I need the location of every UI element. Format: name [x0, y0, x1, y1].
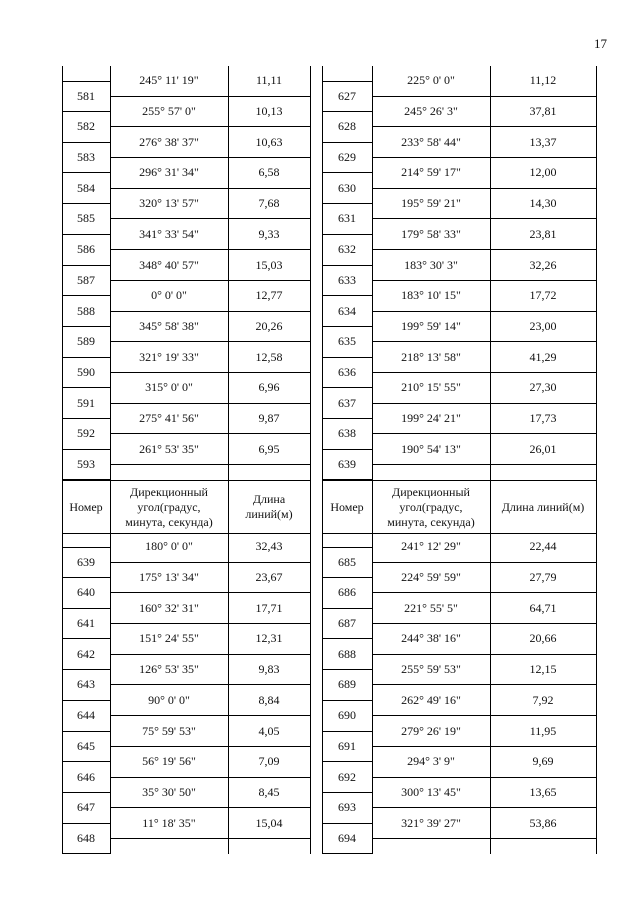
direction-angle: 75° 59' 53" — [142, 723, 196, 738]
point-number: 591 — [77, 395, 95, 410]
point-row — [322, 358, 372, 389]
point-number: 691 — [338, 738, 356, 753]
line-length: 53,86 — [529, 815, 557, 830]
point-number: 686 — [338, 585, 356, 600]
direction-angle: 56° 19' 56" — [142, 754, 196, 769]
column-divider — [310, 532, 311, 854]
line-length: 7,68 — [258, 196, 280, 211]
point-row — [62, 173, 110, 204]
point-number: 648 — [77, 830, 95, 845]
line-length: 6,96 — [258, 380, 280, 395]
point-number: 690 — [338, 708, 356, 723]
line-length: 26,01 — [529, 441, 557, 456]
line-length: 17,71 — [255, 600, 283, 615]
point-row — [62, 701, 110, 732]
line-length: 8,45 — [258, 784, 280, 799]
point-number: 647 — [77, 800, 95, 815]
point-row — [62, 670, 110, 701]
point-number: 641 — [77, 616, 95, 631]
point-row — [322, 235, 372, 266]
point-row — [62, 450, 110, 481]
segment-row — [110, 624, 310, 655]
line-length: 32,26 — [529, 257, 557, 272]
segment-row — [372, 716, 596, 747]
direction-angle: 341° 33' 54" — [139, 226, 199, 241]
segment-row — [110, 189, 310, 220]
point-row — [62, 81, 110, 112]
table-block — [62, 66, 311, 480]
point-number: 585 — [77, 211, 95, 226]
direction-angle: 11° 18' 35" — [142, 815, 196, 830]
segment-row — [110, 778, 310, 809]
line-length: 27,30 — [529, 380, 557, 395]
direction-angle: 224° 59' 59" — [401, 570, 461, 585]
line-length: 7,92 — [532, 692, 554, 707]
direction-angle: 244° 38' 16" — [401, 631, 461, 646]
line-length: 4,05 — [258, 723, 280, 738]
table-header — [322, 480, 597, 534]
segment-row — [372, 563, 596, 594]
point-number: 637 — [338, 395, 356, 410]
point-number: 639 — [338, 457, 356, 472]
point-row — [62, 793, 110, 824]
point-row — [322, 609, 372, 640]
column-divider — [596, 532, 597, 854]
segment-row — [110, 747, 310, 778]
point-row — [62, 296, 110, 327]
point-row — [62, 327, 110, 358]
point-row — [322, 296, 372, 327]
segment-row — [110, 434, 310, 465]
point-row — [62, 639, 110, 670]
direction-angle: 160° 32' 31" — [139, 600, 199, 615]
column-divider — [310, 481, 311, 533]
point-row — [322, 578, 372, 609]
direction-angle: 275° 41' 56" — [139, 411, 199, 426]
column-divider — [310, 66, 311, 480]
segment-row — [110, 686, 310, 717]
line-length: 37,81 — [529, 104, 557, 119]
segment-row — [372, 66, 596, 97]
direction-angle: 255° 57' 0" — [142, 104, 196, 119]
header-number: Номер — [330, 499, 364, 514]
line-length: 12,15 — [529, 662, 557, 677]
point-row — [62, 204, 110, 235]
line-length: 32,43 — [255, 539, 283, 554]
point-number: 628 — [338, 119, 356, 134]
segment-row — [372, 281, 596, 312]
column-divider — [596, 481, 597, 533]
segment-row — [372, 624, 596, 655]
segment-row — [110, 158, 310, 189]
segment-row — [372, 434, 596, 465]
point-row — [322, 639, 372, 670]
line-length: 64,71 — [529, 600, 557, 615]
segment-row — [110, 808, 310, 839]
segment-row — [372, 593, 596, 624]
segment-row — [372, 127, 596, 158]
segment-row — [110, 532, 310, 563]
table-block — [62, 532, 311, 854]
table-block — [322, 66, 597, 480]
line-length: 9,33 — [258, 226, 280, 241]
segment-row — [372, 97, 596, 128]
line-length: 17,73 — [529, 411, 557, 426]
point-number: 593 — [77, 457, 95, 472]
direction-angle: 294° 3' 9" — [407, 754, 455, 769]
line-length: 6,58 — [258, 165, 280, 180]
segment-row — [372, 778, 596, 809]
point-number: 688 — [338, 646, 356, 661]
direction-angle: 225° 0' 0" — [407, 73, 455, 88]
segment-row — [372, 686, 596, 717]
segment-row — [372, 532, 596, 563]
point-row — [322, 762, 372, 793]
segment-row — [372, 158, 596, 189]
table-block — [322, 532, 597, 854]
point-number: 632 — [338, 242, 356, 257]
point-row — [322, 701, 372, 732]
point-number: 685 — [338, 555, 356, 570]
point-number: 587 — [77, 272, 95, 287]
point-number: 643 — [77, 677, 95, 692]
segment-row — [372, 250, 596, 281]
point-row — [322, 670, 372, 701]
point-number: 583 — [77, 150, 95, 165]
point-row — [62, 388, 110, 419]
point-number: 588 — [77, 303, 95, 318]
point-row — [322, 419, 372, 450]
segment-row — [110, 97, 310, 128]
line-length: 15,04 — [255, 815, 283, 830]
line-length: 11,95 — [529, 723, 557, 738]
point-number: 584 — [77, 180, 95, 195]
segment-row — [372, 373, 596, 404]
point-number: 693 — [338, 800, 356, 815]
point-row — [62, 266, 110, 297]
line-length: 12,77 — [255, 288, 283, 303]
point-number: 634 — [338, 303, 356, 318]
point-number: 636 — [338, 364, 356, 379]
direction-angle: 321° 19' 33" — [139, 349, 199, 364]
point-number: 638 — [338, 426, 356, 441]
line-length: 23,67 — [255, 570, 283, 585]
direction-angle: 261° 53' 35" — [139, 441, 199, 456]
segment-row — [110, 563, 310, 594]
point-row — [322, 732, 372, 763]
point-row — [62, 112, 110, 143]
direction-angle: 199° 59' 14" — [401, 318, 461, 333]
point-number: 629 — [338, 150, 356, 165]
header-number: Номер — [69, 499, 103, 514]
point-number: 644 — [77, 708, 95, 723]
direction-angle: 296° 31' 34" — [139, 165, 199, 180]
header-direction-angle: Дирекционный угол(градус, минута, секунда) — [125, 484, 213, 529]
point-number: 586 — [77, 242, 95, 257]
line-length: 9,69 — [532, 754, 554, 769]
header-direction-angle: Дирекционный угол(градус, минута, секунда) — [387, 484, 475, 529]
segment-row — [372, 220, 596, 251]
line-length: 10,13 — [255, 104, 283, 119]
segment-row — [372, 404, 596, 435]
line-length: 17,72 — [529, 288, 557, 303]
point-number: 687 — [338, 616, 356, 631]
point-row — [322, 824, 372, 855]
direction-angle: 315° 0' 0" — [145, 380, 193, 395]
segment-row — [372, 342, 596, 373]
point-number: 633 — [338, 272, 356, 287]
segment-row — [110, 127, 310, 158]
page-number: 17 — [594, 36, 607, 51]
point-row — [322, 327, 372, 358]
direction-angle: 0° 0' 0" — [151, 288, 187, 303]
direction-angle: 218° 13' 58" — [401, 349, 461, 364]
line-length: 12,31 — [255, 631, 283, 646]
point-row — [322, 547, 372, 578]
point-number: 627 — [338, 89, 356, 104]
point-row — [62, 547, 110, 578]
line-length: 20,66 — [529, 631, 557, 646]
segment-row — [110, 312, 310, 343]
point-number: 646 — [77, 769, 95, 784]
direction-angle: 276° 38' 37" — [139, 134, 199, 149]
line-length: 14,30 — [529, 196, 557, 211]
line-length: 20,26 — [255, 318, 283, 333]
direction-angle: 321° 39' 27" — [401, 815, 461, 830]
point-row — [322, 204, 372, 235]
direction-angle: 183° 30' 3" — [404, 257, 458, 272]
point-row — [62, 419, 110, 450]
direction-angle: 183° 10' 15" — [401, 288, 461, 303]
segment-row — [110, 342, 310, 373]
segment-row — [110, 716, 310, 747]
point-row — [62, 578, 110, 609]
point-row — [62, 824, 110, 855]
direction-angle: 214° 59' 17" — [401, 165, 461, 180]
point-number: 645 — [77, 738, 95, 753]
direction-angle: 345° 58' 38" — [139, 318, 199, 333]
point-number: 581 — [77, 89, 95, 104]
line-length: 41,29 — [529, 349, 557, 364]
line-length: 9,83 — [258, 662, 280, 677]
direction-angle: 300° 13' 45" — [401, 784, 461, 799]
segment-row — [110, 250, 310, 281]
direction-angle: 262° 49' 16" — [401, 692, 461, 707]
segment-row — [110, 404, 310, 435]
line-length: 23,00 — [529, 318, 557, 333]
point-row — [62, 609, 110, 640]
direction-angle: 245° 11' 19" — [139, 73, 199, 88]
segment-row — [110, 66, 310, 97]
point-row — [62, 358, 110, 389]
direction-angle: 348° 40' 57" — [139, 257, 199, 272]
segment-row — [372, 747, 596, 778]
point-row — [62, 235, 110, 266]
point-number: 631 — [338, 211, 356, 226]
line-length: 12,00 — [529, 165, 557, 180]
line-length: 13,37 — [529, 134, 557, 149]
line-length: 11,12 — [529, 73, 557, 88]
direction-angle: 199° 24' 21" — [401, 411, 461, 426]
point-row — [62, 732, 110, 763]
point-row — [322, 143, 372, 174]
segment-row — [110, 373, 310, 404]
segment-row — [372, 189, 596, 220]
direction-angle: 151° 24' 55" — [139, 631, 199, 646]
point-row — [62, 762, 110, 793]
point-row — [322, 112, 372, 143]
direction-angle: 90° 0' 0" — [148, 692, 190, 707]
direction-angle: 175° 13' 34" — [139, 570, 199, 585]
direction-angle: 195° 59' 21" — [401, 196, 461, 211]
direction-angle: 210° 15' 55" — [401, 380, 461, 395]
point-number: 639 — [77, 555, 95, 570]
direction-angle: 241° 12' 29" — [401, 539, 461, 554]
point-number: 689 — [338, 677, 356, 692]
line-length: 8,84 — [258, 692, 280, 707]
point-row — [322, 173, 372, 204]
line-length: 7,09 — [258, 754, 280, 769]
line-length: 23,81 — [529, 226, 557, 241]
point-number: 694 — [338, 830, 356, 845]
direction-angle: 180° 0' 0" — [145, 539, 193, 554]
line-length: 9,87 — [258, 411, 280, 426]
point-row — [62, 143, 110, 174]
point-number: 589 — [77, 334, 95, 349]
line-length: 10,63 — [255, 134, 283, 149]
point-row — [322, 450, 372, 481]
point-number: 640 — [77, 585, 95, 600]
segment-row — [372, 312, 596, 343]
point-number: 592 — [77, 426, 95, 441]
segment-row — [110, 220, 310, 251]
line-length: 27,79 — [529, 570, 557, 585]
line-length: 6,95 — [258, 441, 280, 456]
point-number: 582 — [77, 119, 95, 134]
line-length: 11,11 — [255, 73, 283, 88]
point-number: 590 — [77, 364, 95, 379]
direction-angle: 320° 13' 57" — [139, 196, 199, 211]
segment-row — [372, 655, 596, 686]
point-row — [322, 81, 372, 112]
line-length: 22,44 — [529, 539, 557, 554]
line-length: 12,58 — [255, 349, 283, 364]
direction-angle: 245° 26' 3" — [404, 104, 458, 119]
point-number: 642 — [77, 646, 95, 661]
point-row — [322, 266, 372, 297]
direction-angle: 126° 53' 35" — [139, 662, 199, 677]
direction-angle: 190° 54' 13" — [401, 441, 461, 456]
segment-row — [110, 281, 310, 312]
direction-angle: 179° 58' 33" — [401, 226, 461, 241]
line-length: 15,03 — [255, 257, 283, 272]
segment-row — [110, 593, 310, 624]
point-number: 692 — [338, 769, 356, 784]
direction-angle: 233° 58' 44" — [401, 134, 461, 149]
direction-angle: 255° 59' 53" — [401, 662, 461, 677]
point-number: 635 — [338, 334, 356, 349]
table-header — [62, 480, 311, 534]
direction-angle: 35° 30' 50" — [142, 784, 196, 799]
point-row — [322, 388, 372, 419]
segment-row — [372, 808, 596, 839]
point-row — [322, 793, 372, 824]
segment-row — [110, 655, 310, 686]
header-line-length: Длина линий(м) — [501, 499, 585, 514]
line-length: 13,65 — [529, 784, 557, 799]
column-divider — [596, 66, 597, 480]
direction-angle: 279° 26' 19" — [401, 723, 461, 738]
header-line-length: Длина линий(м) — [245, 492, 293, 521]
direction-angle: 221° 55' 5" — [404, 600, 458, 615]
point-number: 630 — [338, 180, 356, 195]
